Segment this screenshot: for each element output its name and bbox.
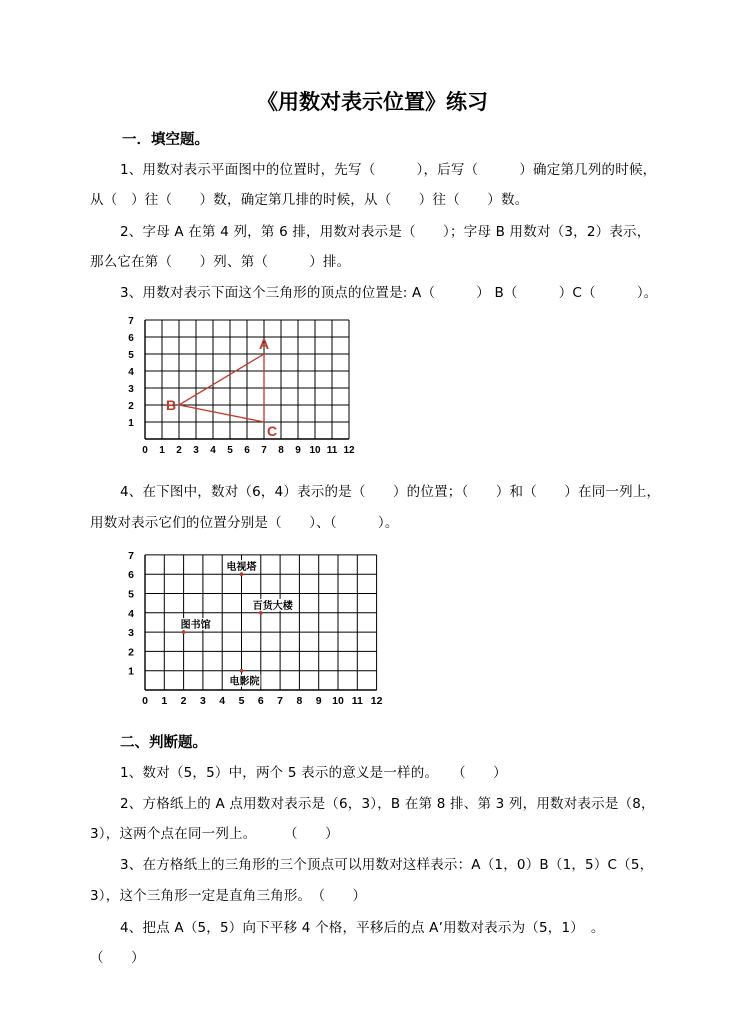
y-tick-label: 7: [128, 316, 134, 327]
judge-2-line-2: 3），这两个点在同一列上。 （ ）: [90, 826, 339, 842]
section-judge-heading: 二、判断题。: [120, 735, 207, 751]
x-tick-label: 0: [142, 695, 148, 707]
vertex-label-c: C: [266, 423, 278, 439]
question-2-line-1: 2、字母 A 在第 4 列，第 6 排，用数对表示是（ ）；字母 B 用数对（3，2）表示，: [120, 224, 651, 240]
judge-2-line-1: 2、方格纸上的 A 点用数对表示是（6，3），B 在第 8 排、第 3 列，用数对表示是（8，: [120, 796, 655, 812]
triangle-grid-figure: [120, 312, 370, 460]
x-tick-label: 0: [142, 445, 148, 456]
y-tick-label: 1: [128, 665, 134, 678]
y-tick-label: 2: [128, 646, 134, 659]
map-places: [180, 560, 294, 688]
judge-3-line-2: 3），这个三角形一定是直角三角形。 （ ）: [90, 888, 367, 904]
judge-4-line-2: （ ）: [90, 950, 145, 966]
y-tick-label: 5: [128, 350, 134, 361]
x-tick-label: 1: [161, 695, 168, 707]
x-tick-label: 2: [180, 695, 187, 707]
y-tick-label: 2: [128, 401, 134, 412]
page-title: 《用数对表示位置》练习: [257, 90, 488, 114]
y-tick-label: 7: [128, 549, 134, 562]
question-3-line-1: 3、用数对表示下面这个三角形的顶点的位置是: A（ ） B（ ）C（ ）。: [120, 285, 658, 301]
grid-lines: [145, 320, 349, 439]
x-tick-label: 10: [332, 695, 344, 707]
place-dot: [240, 669, 244, 673]
x-tick-label: 5: [238, 695, 245, 707]
vertex-label-a: A: [258, 336, 270, 352]
question-4-line-2: 用数对表示它们的位置分别是（ ）、（ ）。: [90, 515, 399, 531]
x-tick-label: 3: [199, 695, 206, 707]
y-tick-label: 4: [128, 367, 134, 378]
y-tick-label: 4: [128, 607, 134, 620]
y-axis-ticks: [128, 550, 134, 678]
x-tick-label: 11: [326, 445, 338, 456]
question-2-line-2: 那么它在第（ ）列、第（ ）排。: [90, 254, 351, 270]
place-label: 电影院: [229, 676, 260, 688]
x-tick-label: 5: [227, 445, 233, 456]
y-tick-label: 1: [128, 418, 134, 429]
question-1-line-2: 从（ ）往（ ）数，确定第几排的时候，从（ ）往（ ）数。: [90, 192, 529, 208]
x-tick-label: 12: [343, 445, 355, 456]
x-tick-label: 9: [295, 445, 301, 456]
judge-3-line-1: 3、在方格纸上的三角形的三个顶点可以用数对这样表示：A（1，0）B（1，5）C（5，: [120, 857, 654, 873]
y-tick-label: 5: [128, 588, 134, 601]
x-axis-ticks: [142, 445, 355, 456]
x-tick-label: 4: [210, 445, 216, 456]
place-label: 百货大楼: [252, 600, 293, 612]
vertex-label-b: B: [165, 397, 177, 413]
x-tick-label: 1: [159, 445, 165, 456]
place-label: 图书馆: [180, 620, 211, 632]
x-tick-label: 6: [257, 695, 264, 707]
x-tick-label: 12: [370, 695, 383, 707]
question-4-line-1: 4、在下图中，数对（6，4）表示的是（ ）的位置；（ ）和（ ）在同一列上，: [120, 484, 661, 500]
judge-4-line-1: 4、把点 A（5，5）向下平移 4 个格，平移后的点 A’用数对表示为（5，1） 。: [120, 920, 605, 936]
x-tick-label: 2: [176, 445, 182, 456]
y-tick-label: 3: [128, 384, 134, 395]
judge-1: 1、数对（5，5）中，两个 5 表示的意义是一样的。 （ ）: [120, 765, 507, 781]
y-axis-ticks: [128, 316, 134, 429]
question-1-line-1: 1、用数对表示平面图中的位置时，先写（ ），后写（ ）确定第几列的时候，: [120, 162, 657, 178]
x-tick-label: 3: [193, 445, 199, 456]
map-grid-figure: [120, 545, 395, 710]
x-tick-label: 7: [261, 445, 267, 456]
y-tick-label: 6: [128, 569, 134, 582]
x-axis-ticks: [142, 695, 383, 707]
x-tick-label: 10: [309, 445, 321, 456]
y-tick-label: 3: [128, 627, 134, 640]
section-fill-in-heading: 一．填空题。: [122, 132, 209, 148]
x-tick-label: 7: [277, 695, 284, 707]
x-tick-label: 6: [244, 445, 250, 456]
x-tick-label: 11: [351, 695, 363, 707]
y-tick-label: 6: [128, 333, 134, 344]
place-label: 电视塔: [226, 562, 257, 574]
x-tick-label: 8: [296, 695, 303, 707]
x-tick-label: 9: [315, 695, 322, 707]
x-tick-label: 8: [278, 445, 284, 456]
x-tick-label: 4: [219, 695, 226, 707]
